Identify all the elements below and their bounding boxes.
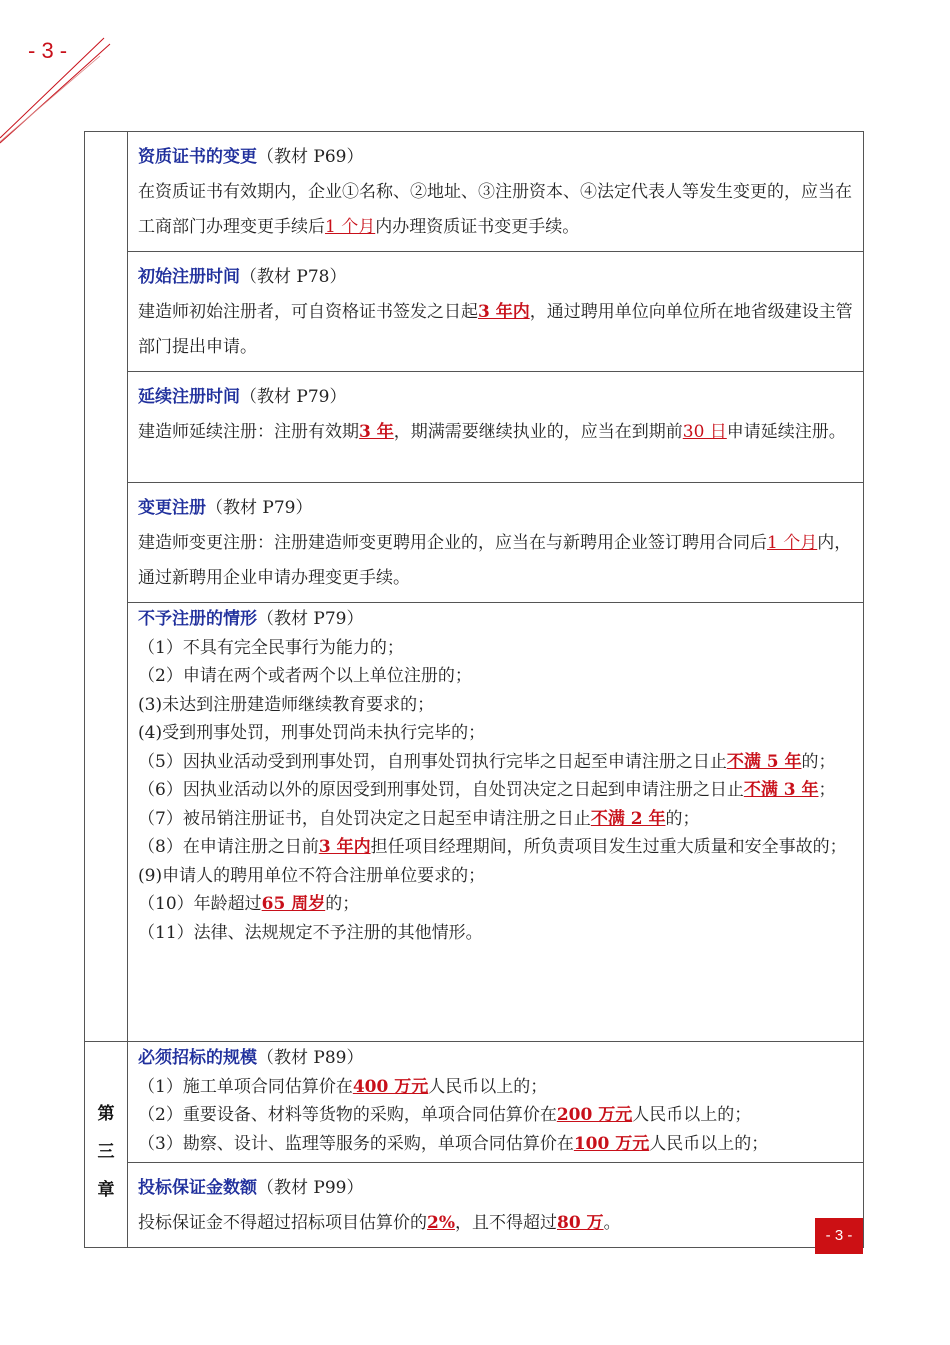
highlight-term: 3 年内 (478, 302, 530, 322)
header-page-number: - 3 - (28, 38, 68, 63)
highlight-term: 2% (427, 1213, 455, 1233)
list-item: ； (818, 780, 836, 800)
list-item: （6）因执业活动以外的原因受到刑事处罚，自处罚决定之日起到申请注册之日止 (138, 780, 744, 800)
section-body-text: 申请延续注册。 (726, 422, 846, 442)
list-item: 人民币以上的； (632, 1105, 752, 1125)
exam-notes-table (84, 131, 864, 1248)
highlight-term: 200 万元 (556, 1105, 633, 1125)
section-body-text: 建造师变更注册：注册建造师变更聘用企业的，应当在与新聘用企业签订聘用合同后 (138, 533, 767, 553)
section-body-text: 建造师初始注册者，可自资格证书签发之日起 (138, 302, 478, 322)
highlight-term: 3 年内 (318, 837, 371, 857)
highlight-term: 100 万元 (573, 1133, 650, 1154)
highlight-term: 30 日 (682, 422, 727, 442)
chapter-cell-blank (85, 132, 128, 1042)
highlight-term: 400 万元 (352, 1076, 429, 1097)
list-item: （2）申请在两个或者两个以上单位注册的； (138, 666, 472, 686)
section-title: 初始注册时间 (138, 267, 240, 287)
section-ref: （教材 P99） (257, 1178, 364, 1198)
section-initial-registration (128, 252, 864, 372)
list-item: （7）被吊销注册证书，自处罚决定之日起至申请注册之日止 (138, 808, 591, 829)
section-body-text: ，且不得超过 (454, 1213, 557, 1233)
section-body-text: 内，通过新聘用企业申请办理变更手续。 (138, 533, 852, 588)
footer-page-badge: - 3 - (815, 1218, 863, 1254)
section-title: 不予注册的情形 (138, 609, 257, 629)
highlight-term: 1 个月 (767, 533, 818, 553)
section-ref: （教材 P79） (257, 609, 364, 629)
list-item: （8）在申请注册之日前 (138, 837, 319, 857)
section-ref: （教材 P79） (240, 387, 347, 407)
section-body-text: 。 (603, 1213, 621, 1233)
section-body-text: 投标保证金不得超过招标项目估算价的 (138, 1213, 427, 1233)
section-ref: （教材 P89） (257, 1048, 364, 1068)
section-title: 投标保证金数额 (138, 1178, 257, 1198)
list-item: （1）不具有完全民事行为能力的； (138, 637, 404, 658)
chapter-label: 第 三 章 (97, 1103, 115, 1200)
list-item: （5）因执业活动受到刑事处罚，自刑事处罚执行完毕之日起至申请注册之日止 (138, 751, 727, 772)
list-item: 的； (665, 808, 700, 829)
list-item: 的； (325, 894, 360, 914)
list-item: （10）年龄超过 (138, 894, 262, 914)
highlight-term: 3 年 (359, 422, 394, 442)
highlight-term: 80 万 (556, 1213, 604, 1233)
section-title: 延续注册时间 (138, 387, 240, 407)
highlight-term: 65 周岁 (261, 894, 326, 914)
list-item: (9)申请人的聘用单位不符合注册单位要求的； (138, 865, 486, 886)
section-ref: （教材 P79） (206, 498, 313, 518)
list-item: （3）勘察、设计、监理等服务的采购，单项合同估算价在 (138, 1133, 574, 1154)
section-title: 变更注册 (138, 498, 206, 518)
section-title: 资质证书的变更 (138, 147, 257, 167)
section-body-text: 建造师延续注册：注册有效期 (138, 422, 359, 442)
section-mandatory-bidding-scale (128, 1042, 864, 1163)
list-item: 担任项目经理期间，所负责项目发生过重大质量和安全事故的； (370, 837, 847, 857)
section-body-text: 内办理资质证书变更手续。 (375, 217, 580, 237)
section-qualification-change (128, 132, 864, 252)
section-bid-bond-amount (128, 1163, 864, 1248)
list-item: 人民币以上的； (649, 1133, 769, 1154)
section-ref: （教材 P69） (257, 147, 364, 167)
section-change-registration (128, 483, 864, 603)
highlight-term: 1 个月 (325, 217, 376, 237)
list-item: （2）重要设备、材料等货物的采购，单项合同估算价在 (138, 1105, 557, 1125)
list-item: （1）施工单项合同估算价在 (138, 1076, 353, 1097)
highlight-term: 不满 5 年 (726, 751, 802, 772)
list-item: 人民币以上的； (428, 1076, 548, 1097)
chapter-cell-3 (85, 1042, 128, 1248)
corner-decoration-lines (0, 0, 120, 150)
list-item: 的； (801, 751, 836, 772)
highlight-term: 不满 2 年 (590, 808, 666, 829)
list-item: (3)未达到注册建造师继续教育要求的； (138, 694, 435, 715)
section-body-text: ，期满需要继续执业的，应当在到期前 (393, 422, 683, 442)
section-renewal-registration (128, 372, 864, 483)
section-no-registration-cases (128, 603, 864, 1042)
section-body-text: 在资质证书有效期内，企业①名称、②地址、③注册资本、④法定代表人等发生变更的，应当在工商部门办理变更手续后 (138, 182, 852, 237)
list-item: （11）法律、法规规定不予注册的其他情形。 (138, 922, 483, 943)
section-ref: （教材 P78） (240, 267, 347, 287)
section-title: 必须招标的规模 (138, 1048, 257, 1068)
section-body-text: ，通过聘用单位向单位所在地省级建设主管部门提出申请。 (138, 302, 853, 357)
highlight-term: 不满 3 年 (743, 780, 819, 800)
list-item: (4)受到刑事处罚，刑事处罚尚未执行完毕的； (138, 723, 486, 743)
